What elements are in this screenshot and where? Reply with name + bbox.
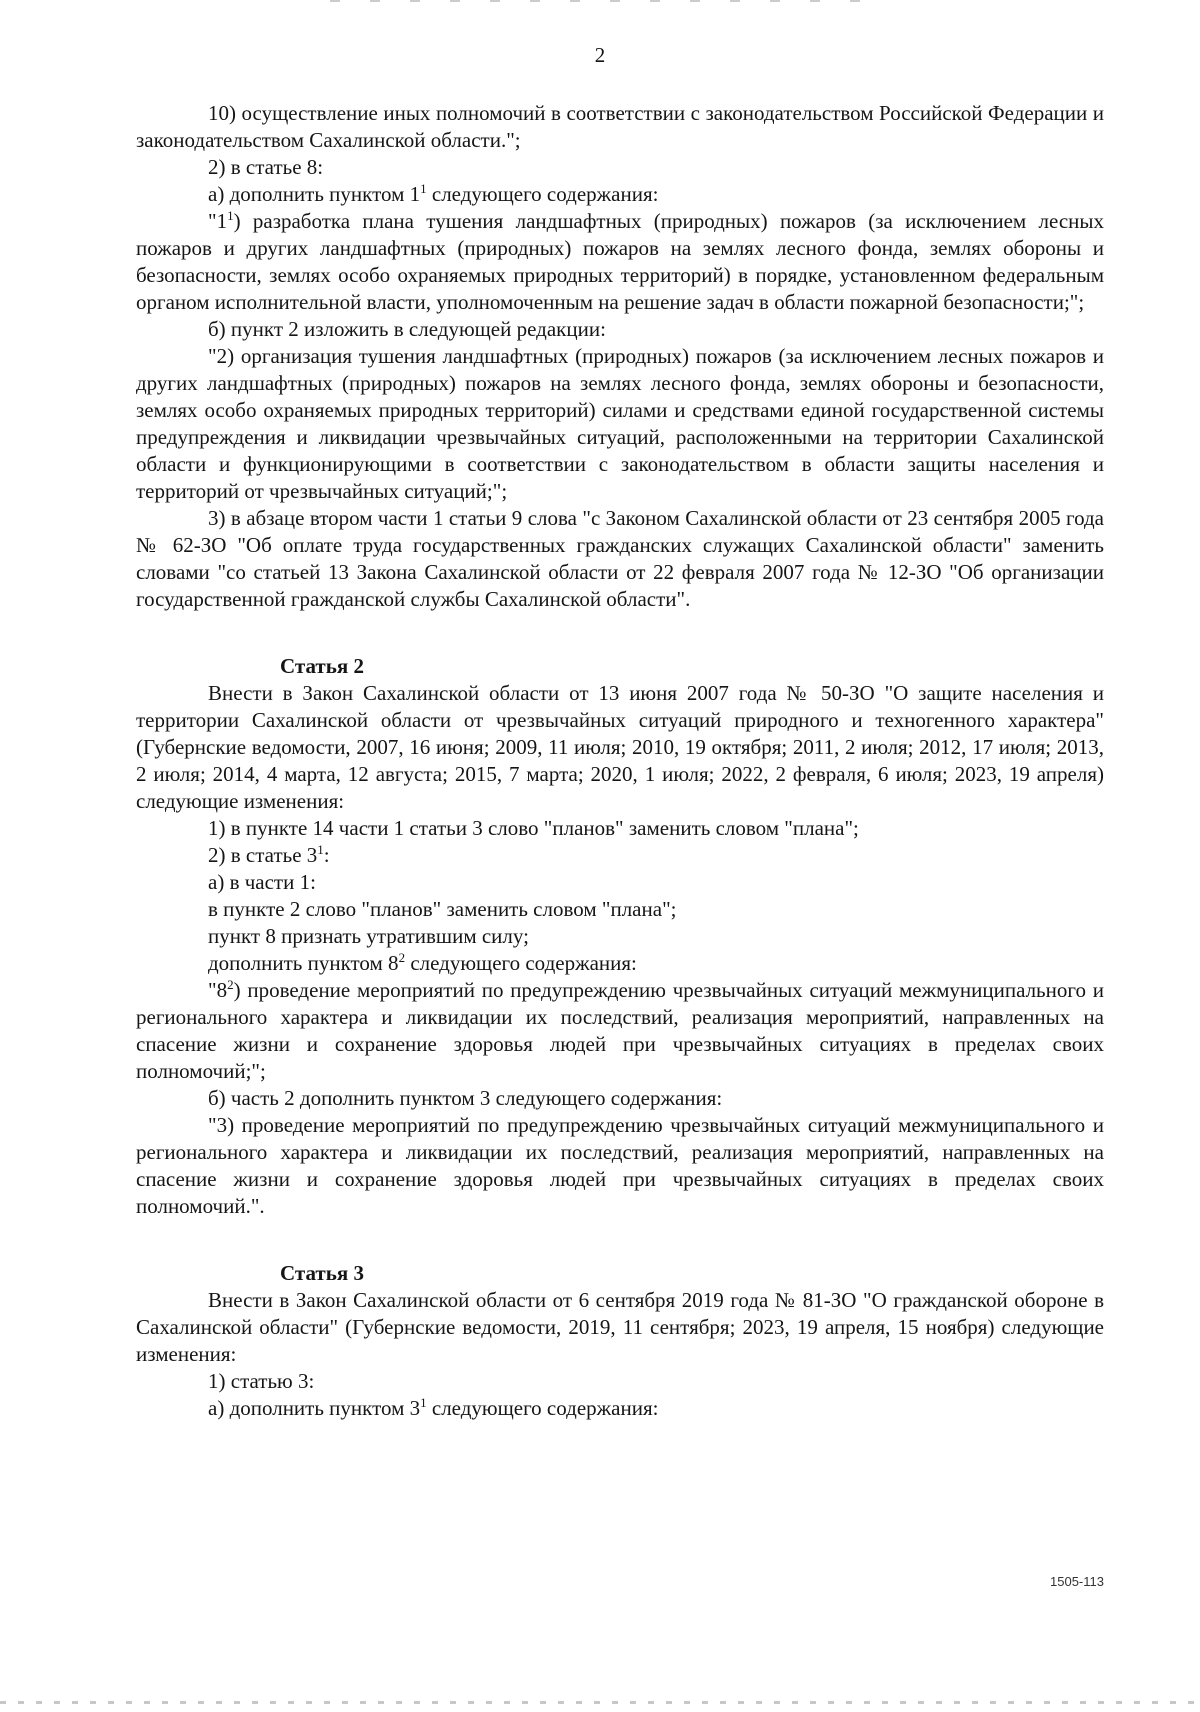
paragraph-add-point-1-1: а) дополнить пунктом $1^1$ следующего содержания: [208, 181, 659, 206]
document-body [136, 100, 1104, 1422]
scan-artifact-bottom [0, 1701, 1200, 1704]
article-2-quote-8-2: "$8^2$) проведение мероприятий по предупреждению чрезвычайных ситуаций межмуниципального и регионального характера и ликвидации их последствий, реализация мероприятий, направленных на спасение жизни и сохранение здоровья людей при чрезвычайных ситуациях в пределах своих полномочий;"; [136, 977, 1104, 1083]
paragraph-article-9: 3) в абзаце втором части 1 статьи 9 слова "с Законом Сахалинской области от 23 сентября 2005 года № 62-ЗО "Об оплате труда государственных гражданских служащих Сахалинской области" заменить словами "со статьей 13 Закона Сахалинской области от 22 февраля 2007 года № 12-ЗО "Об организации государственной гражданской службы Сахалинской области". [136, 506, 1104, 611]
quote-point-1-1: "$1^1$) разработка плана тушения ландшафтных (природных) пожаров (за исключением лесных пожаров и других ландшафтных (природных) пожаров на землях лесного фонда, землях обороны и безопасности, землях особо охраняемых природных территорий) в порядке, установленном федеральным органом исполнительной власти, уполномоченным на решение задач в области пожарной безопасности;"; [136, 208, 1104, 314]
article-3-item-a: а) дополнить пунктом $3^1$ следующего содержания: [208, 1395, 659, 1420]
paragraph-article-8: 2) в статье 8: [208, 155, 324, 179]
article-2-item-a: а) в части 1: [208, 870, 316, 894]
paragraph-point-2-edit: б) пункт 2 изложить в следующей редакции: [208, 317, 606, 341]
article-2-heading: Статья 2 [280, 654, 364, 678]
article-3-item-1: 1) статью 3: [208, 1369, 315, 1393]
article-2-item-1: 1) в пункте 14 части 1 статьи 3 слово "планов" заменить словом "плана"; [208, 816, 859, 840]
article-2-point-2: в пункте 2 слово "планов" заменить словом "плана"; [208, 897, 677, 921]
article-2-point-8: пункт 8 признать утратившим силу; [208, 924, 529, 948]
article-2-add-point-8-2: дополнить пунктом $8^2$ следующего содержания: [208, 950, 637, 975]
article-2-item-b: б) часть 2 дополнить пунктом 3 следующего содержания: [208, 1086, 723, 1110]
article-3-intro: Внести в Закон Сахалинской области от 6 сентября 2019 года № 81-ЗО "О гражданской обороне в Сахалинской области" (Губернские ведомости, 2019, 11 сентября; 2023, 19 апреля, 15 ноября) следующие изменения: [136, 1288, 1104, 1366]
paragraph-item-10: 10) осуществление иных полномочий в соответствии с законодательством Российской Федерации и законодательством Сахалинской области."; [136, 101, 1104, 152]
document-code: 1505-113 [1050, 1574, 1104, 1589]
scan-artifact-top [330, 0, 890, 2]
quote-point-2: "2) организация тушения ландшафтных (природных) пожаров (за исключением лесных пожаров и других ландшафтных (природных) пожаров на землях лесного фонда, землях обороны и безопасности, землях особо охраняемых природных территорий) силами и средствами единой государственной системы предупреждения и ликвидации чрезвычайных ситуаций, расположенными на территории Сахалинской области и функционирующими в соответствии с законодательством в области защиты населения и территорий от чрезвычайных ситуаций;"; [136, 344, 1104, 503]
article-3-heading: Статья 3 [280, 1261, 364, 1285]
article-2-item-2: 2) в статье $3^1$: [208, 842, 330, 867]
article-2-intro: Внести в Закон Сахалинской области от 13 июня 2007 года № 50-ЗО "О защите населения и территории Сахалинской области от чрезвычайных ситуаций природного и техногенного характера" (Губернские ведомости, 2007, 16 июня; 2009, 11 июля; 2010, 19 октября; 2011, 2 июля; 2012, 17 июля; 2013, 2 июля; 2014, 4 марта, 12 августа; 2015, 7 марта; 2020, 1 июля; 2022, 2 февраля, 6 июля; 2023, 19 апреля) следующие изменения: [136, 681, 1104, 813]
page-number: 2 [594, 43, 606, 67]
article-2-quote-3: "3) проведение мероприятий по предупреждению чрезвычайных ситуаций межмуниципального и регионального характера и ликвидации их последствий, реализация мероприятий, направленных на спасение жизни и сохранение здоровья людей при чрезвычайных ситуациях в пределах своих полномочий.". [136, 1113, 1104, 1218]
